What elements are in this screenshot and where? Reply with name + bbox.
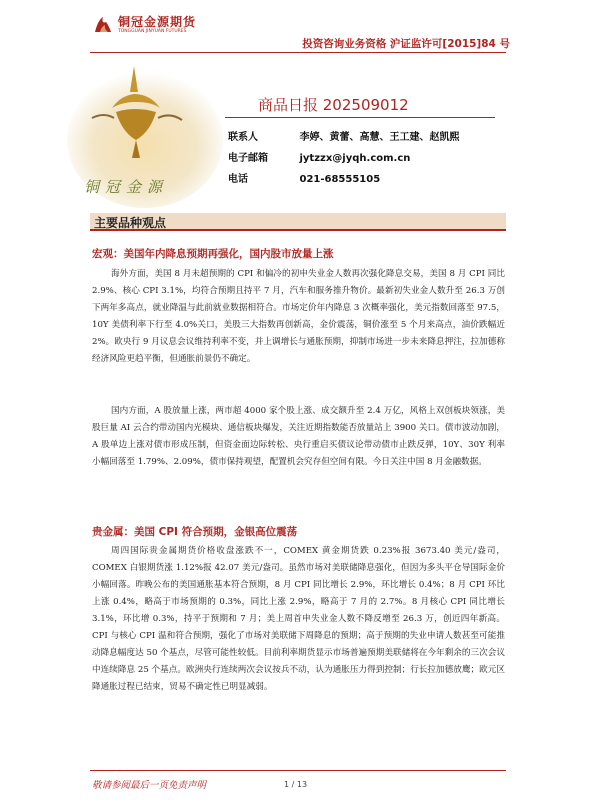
page-header [0,0,600,60]
logo-emblem-icon [92,14,114,36]
company-logo [92,14,196,36]
qualification-license: 投资咨询业务资格 沪证监许可[2015]84 号 [302,38,510,50]
contact-label: 联系人 [228,132,258,143]
phone-number: 021-68555105 [299,174,381,185]
logo-english-name: TONGGUAN JINYUAN FUTURES [118,28,187,34]
macro-paragraph-overseas: 海外方面，美国 8 月未超预期的 CPI 和偏冷的初申失业金人数再次强化降息交易，美国 8 月 CPI 同比 2.9%、核心 CPI 3.1%，均符合预期且持平 7 月，汽车和服务推升物价。最新初失业金人数升至 26.3 万创下两年多高点，就业降温与此前就业数据相符合。市场定价年内降息 3 次概率强化，美元指数回落至 97.5，10Y 美债利率下行至 4.0%关口，美股三大指数再创新高，金价震荡，铜价涨至 5 个月来高点，油价跌幅近 2%。欧央行 9 月议息会议维持利率不变，并上调增长与通胀预期，抑制市场进一步未来降息押注，拉加德称经济风险更趋平衡，但通胀前景仍不确定。 [92,269,505,364]
page-number: 1 / 13 [284,780,308,789]
precious-metals-paragraph: 周四国际贵金属期货价格收盘涨跌不一，COMEX 黄金期货跌 0.23%报 3673.40 美元/盎司，COMEX 白银期货涨 1.12%报 42.07 美元/盎司。虽然市场对美联储降息强化，但因为多头平仓导国际金价小幅回落。昨晚公布的美国通胀基本符合预期，8 月 CPI 同比增长 2.9%，环比增长 0.4%；8 月 CPI 环比上涨 0.4%，略高于市场预期的 0.3%，同比上涨 2.9%，略高于 7 月的 2.7%。8 月核心 CPI 同比增长 3.1%，环比增 0.3%，持平于预期和 7 月；美上周首申失业金人数不降反增至 26.3 万，创近四年新高。CPI 与核心 CPI 温和符合预期，强化了市场对美联储下周降息的预期；高于预期的失业申请人数甚至可能推动降息幅度达 50 个基点，尽管可能性较低。目前利率期货显示市场普遍预期美联储将在今年剩余的三次会议中连续降息 25 个基点。欧洲央行连续两次会议按兵不动，认为通胀压力得到控制；行长拉加德放鹰；欧元区降通胀过程已结束，贸易不确定性已明显减弱。 [92,546,505,692]
contact-row-phone [228,170,380,185]
contact-value: 李婷、黄蕾、高慧、王工建、赵凯熙 [299,132,460,143]
section-header-bar [90,213,506,231]
contact-row-people [228,128,459,143]
title-divider [225,117,495,118]
email-link[interactable]: jytzzx@jyqh.com.cn [299,153,411,164]
macro-heading: 宏观：美国年内降息预期再强化，国内股市放量上涨 [92,248,334,260]
section-title: 主要品种观点 [94,216,167,230]
contact-label: 电子邮箱 [228,153,268,164]
logo-chinese-name: 铜冠金源期货 [118,14,197,29]
header-divider [90,52,506,53]
cover-calligraphy: 铜冠金源 [84,178,169,196]
contact-row-email [228,149,410,164]
disclaimer-note: 敬请参阅最后一页免责声明 [92,780,207,791]
report-title: 商品日报 202509012 [258,96,409,114]
contact-label: 电话 [228,174,248,185]
precious-metals-heading: 贵金属：美国 CPI 符合预期，金银高位震荡 [92,526,298,538]
footer-divider [90,770,506,771]
macro-paragraph-domestic: 国内方面，A 股放量上涨，两市超 4000 家个股上涨、成交额升至 2.4 万亿，风格上双创板块领涨，美股巨量 AI 云合约带动国内光模块、通信板块爆发，关注近期指数能否放量站上 3900 关口。债市波动加剧，A 股单边上涨对债市形成压制，但资金面边际转松、央行重启买债议论带动债市止跌反弹，10Y、30Y 利率小幅回落至 1.79%、2.09%，债市保持观望，配置机会究存但空间有限。今日关注中国 8 月金融数据。 [92,406,505,467]
